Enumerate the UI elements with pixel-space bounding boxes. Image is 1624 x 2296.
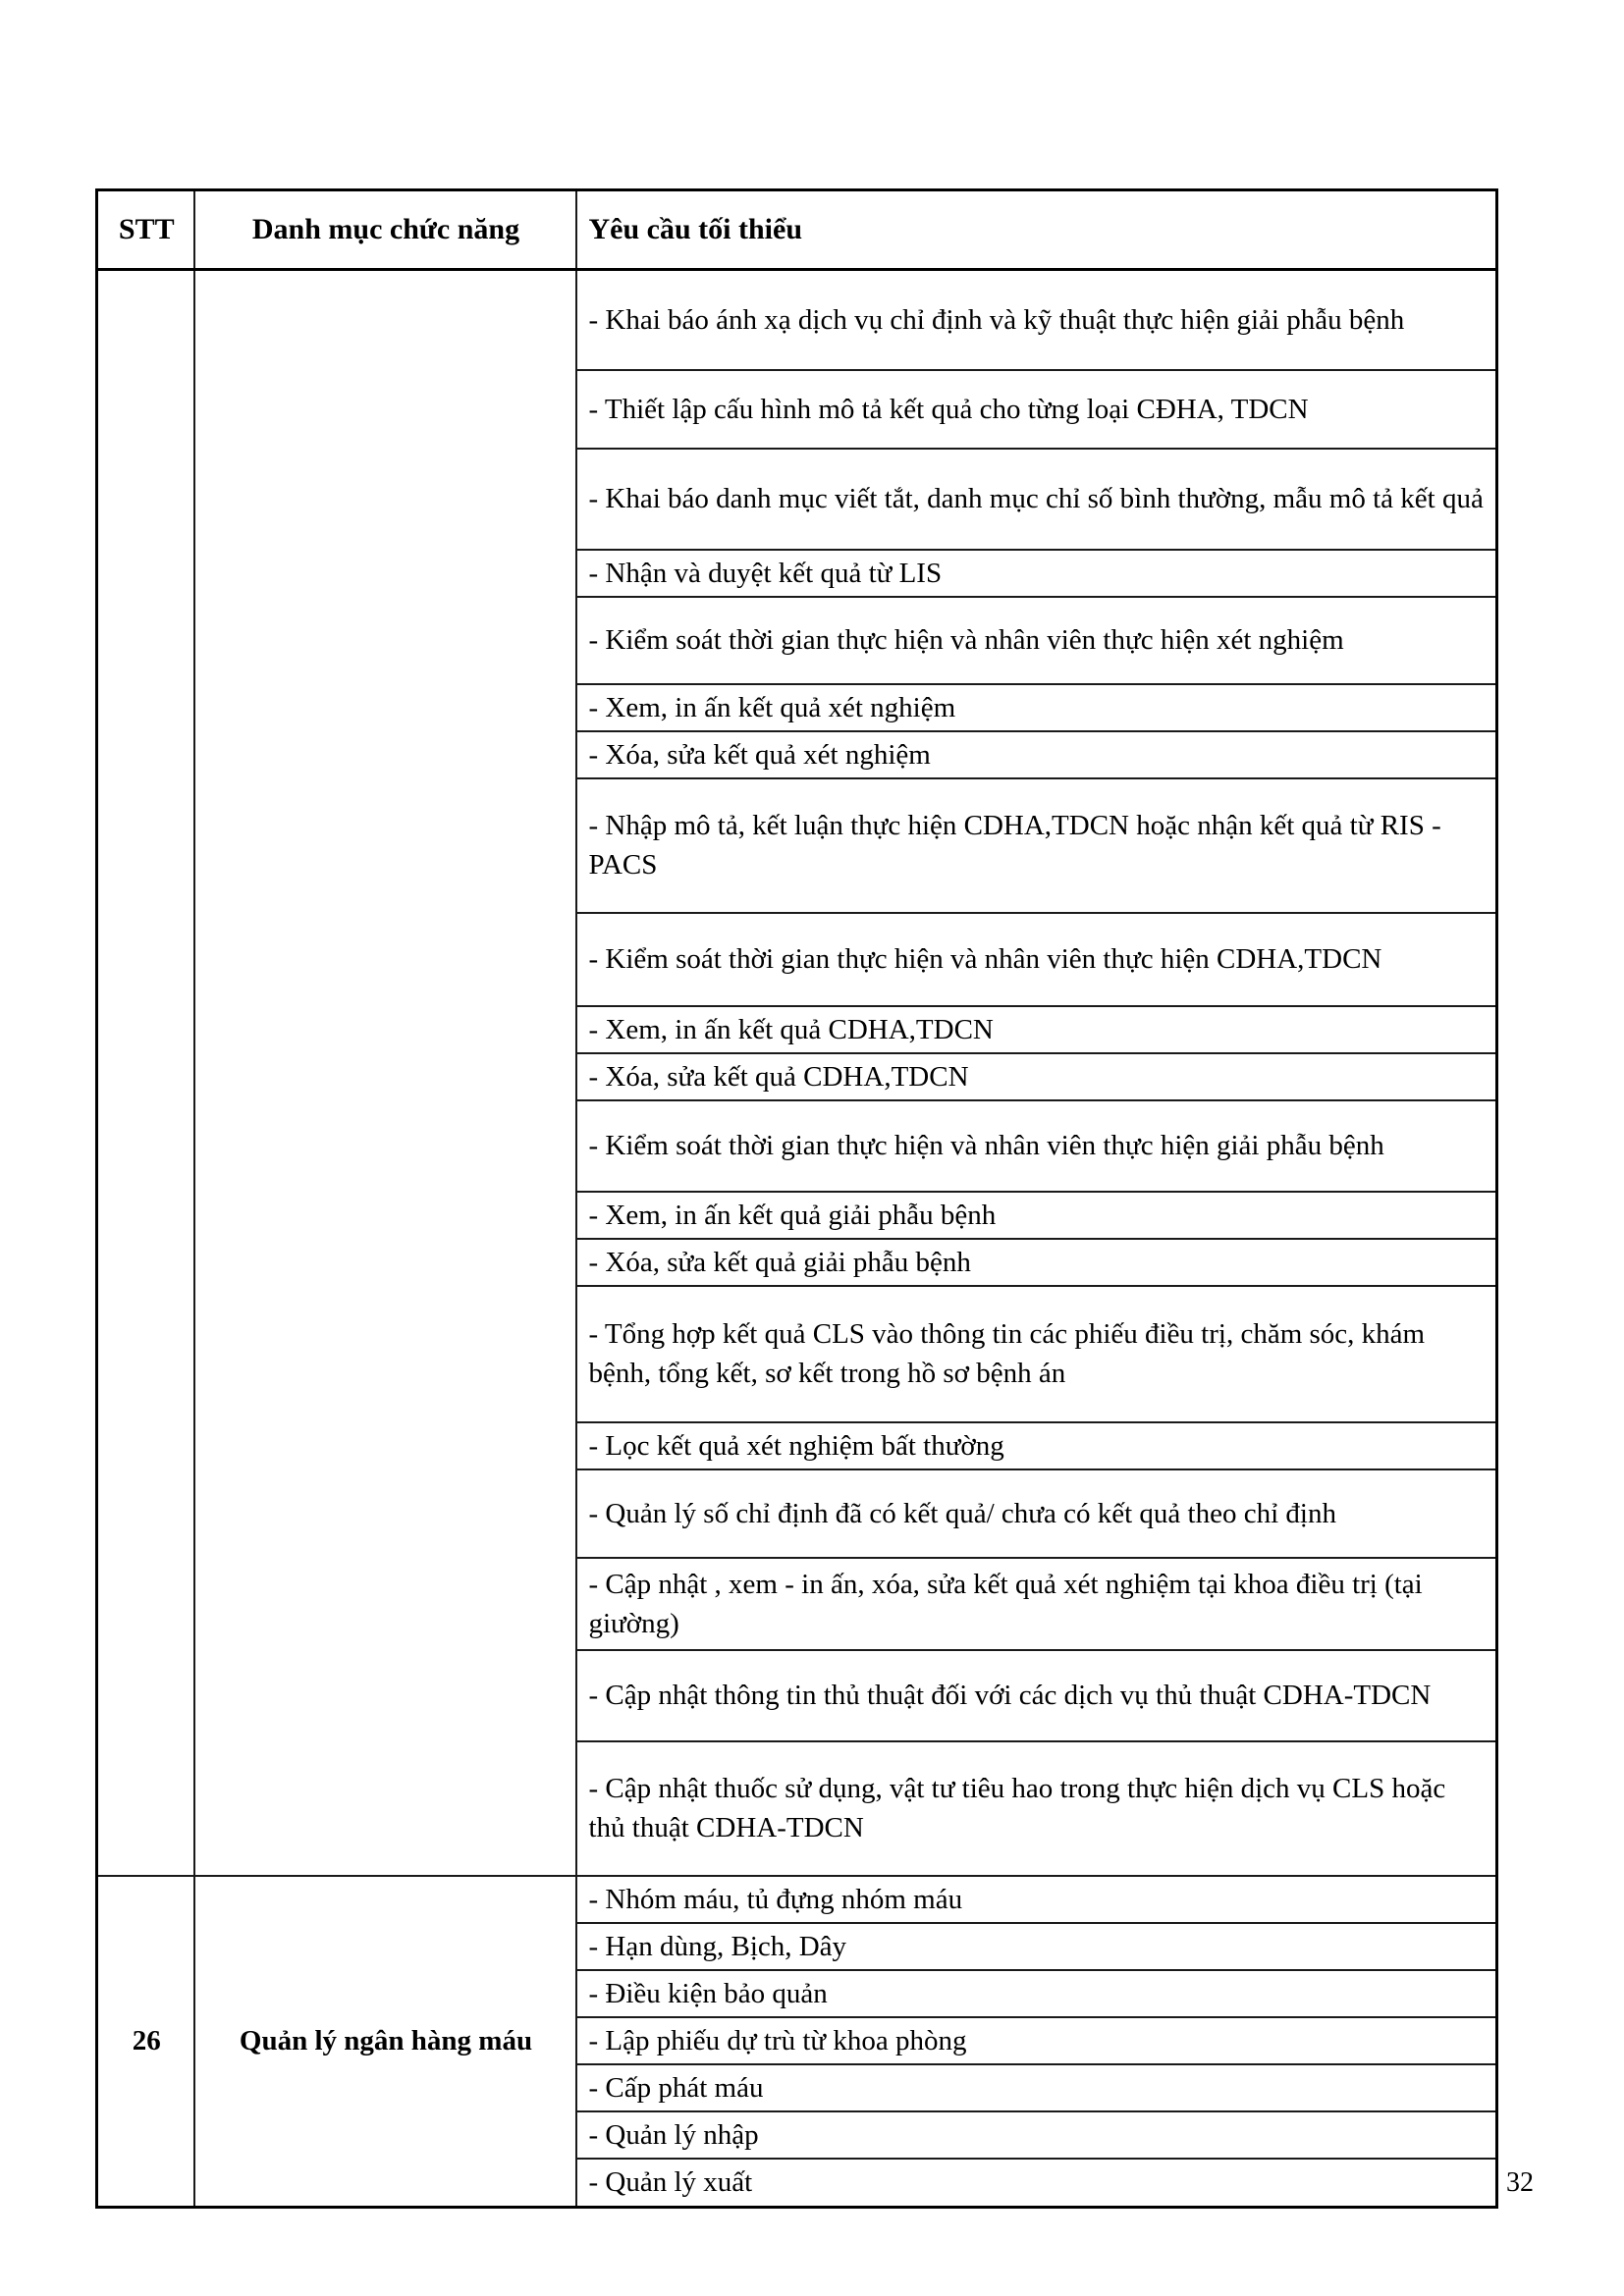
requirement-cell: - Khai báo ánh xạ dịch vụ chỉ định và kỹ thuật thực hiện giải phẫu bệnh: [576, 270, 1497, 370]
requirement-cell: - Xem, in ấn kết quả CDHA,TDCN: [576, 1006, 1497, 1053]
requirement-cell: - Khai báo danh mục viết tắt, danh mục chỉ số bình thường, mẫu mô tả kết quả: [576, 449, 1497, 550]
requirement-cell: - Cập nhật , xem - in ấn, xóa, sửa kết quả xét nghiệm tại khoa điều trị (tại giường): [576, 1558, 1497, 1650]
requirement-cell: - Xóa, sửa kết quả giải phẫu bệnh: [576, 1239, 1497, 1286]
requirement-cell: - Kiểm soát thời gian thực hiện và nhân viên thực hiện xét nghiệm: [576, 597, 1497, 684]
requirement-cell: - Lọc kết quả xét nghiệm bất thường: [576, 1422, 1497, 1469]
requirement-cell: - Quản lý xuất: [576, 2159, 1497, 2208]
requirement-cell: - Thiết lập cấu hình mô tả kết quả cho từng loại CĐHA, TDCN: [576, 370, 1497, 449]
header-requirement: Yêu cầu tối thiểu: [576, 190, 1497, 270]
requirement-cell: - Cập nhật thuốc sử dụng, vật tư tiêu hao trong thực hiện dịch vụ CLS hoặc thủ thuật CDHA-TDCN: [576, 1741, 1497, 1876]
table-row: [97, 270, 1497, 370]
header-stt: STT: [97, 190, 194, 270]
requirement-cell: - Xem, in ấn kết quả giải phẫu bệnh: [576, 1192, 1497, 1239]
stt-cell: 26: [97, 1876, 194, 2208]
requirement-cell: - Nhập mô tả, kết luận thực hiện CDHA,TDCN hoặc nhận kết quả từ RIS - PACS: [576, 778, 1497, 913]
requirements-table: [95, 188, 1498, 2209]
requirement-cell: - Lập phiếu dự trù từ khoa phòng: [576, 2017, 1497, 2064]
header-row: [97, 190, 1497, 270]
requirement-cell: - Xem, in ấn kết quả xét nghiệm: [576, 684, 1497, 731]
function-cell: [194, 270, 576, 1876]
requirement-cell: - Xóa, sửa kết quả CDHA,TDCN: [576, 1053, 1497, 1100]
requirements-table-container: [95, 188, 1495, 2209]
table-row: [97, 1876, 1497, 1923]
function-cell: Quản lý ngân hàng máu: [194, 1876, 576, 2208]
requirement-cell: - Cập nhật thông tin thủ thuật đối với các dịch vụ thủ thuật CDHA-TDCN: [576, 1650, 1497, 1741]
requirement-cell: - Quản lý số chỉ định đã có kết quả/ chưa có kết quả theo chỉ định: [576, 1469, 1497, 1558]
requirement-cell: - Quản lý nhập: [576, 2111, 1497, 2159]
requirement-cell: - Xóa, sửa kết quả xét nghiệm: [576, 731, 1497, 778]
requirement-cell: - Nhóm máu, tủ đựng nhóm máu: [576, 1876, 1497, 1923]
requirement-cell: - Hạn dùng, Bịch, Dây: [576, 1923, 1497, 1970]
requirement-cell: - Kiểm soát thời gian thực hiện và nhân viên thực hiện CDHA,TDCN: [576, 913, 1497, 1006]
requirement-cell: - Cấp phát máu: [576, 2064, 1497, 2111]
page-number: 32: [1506, 2167, 1534, 2198]
stt-cell: [97, 270, 194, 1876]
requirement-cell: - Điều kiện bảo quản: [576, 1970, 1497, 2017]
header-function: Danh mục chức năng: [194, 190, 576, 270]
requirement-cell: - Nhận và duyệt kết quả từ LIS: [576, 550, 1497, 597]
requirement-cell: - Kiểm soát thời gian thực hiện và nhân viên thực hiện giải phẫu bệnh: [576, 1100, 1497, 1192]
requirement-cell: - Tổng hợp kết quả CLS vào thông tin các phiếu điều trị, chăm sóc, khám bệnh, tổng kết, sơ kết trong hồ sơ bệnh án: [576, 1286, 1497, 1422]
